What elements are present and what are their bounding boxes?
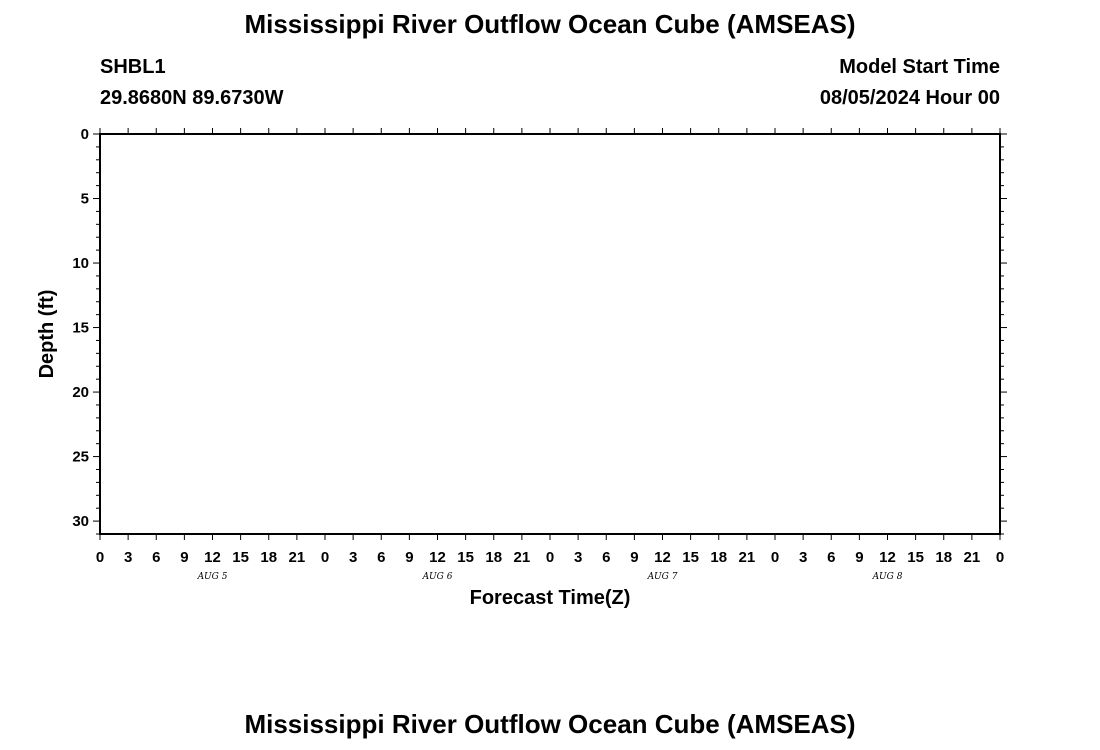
y-tick-label: 25 [72,448,89,466]
x-tick-label: 12 [879,549,896,566]
y-tick-label: 30 [72,513,89,531]
x-tick-label: 15 [907,549,924,566]
x-tick-label: 18 [935,549,953,566]
chart-title-top: Mississippi River Outflow Ocean Cube (AMSEAS) [244,9,856,39]
x-tick-label: 3 [348,549,358,566]
y-tick-label: 15 [72,319,89,337]
station-coordinates: 29.8680N 89.6730W [100,87,284,109]
y-axis-title: Depth (ft) [36,289,58,379]
x-tick-label: 12 [429,549,446,566]
x-tick-label: 9 [630,549,639,566]
x-tick-label: 21 [513,549,531,566]
x-day-label: AUG 6 [422,572,453,582]
x-tick-label: 21 [738,549,756,566]
x-tick-label: 0 [545,549,555,566]
x-tick-label: 0 [995,549,1005,566]
x-tick-label: 6 [377,549,386,566]
y-tick-label: 0 [80,126,89,143]
plot-area [100,134,1000,534]
x-tick-label: 0 [320,549,330,566]
y-tick-label: 10 [72,255,89,273]
y-tick-label: 5 [80,190,89,208]
x-tick-label: 15 [232,549,249,566]
x-tick-label: 9 [180,549,189,566]
x-tick-label: 3 [573,549,583,566]
x-tick-label: 12 [204,549,221,566]
x-tick-label: 6 [152,549,161,566]
x-axis-title: Forecast Time(Z) [469,587,631,609]
model-start-label: Model Start Time [839,56,1000,78]
x-tick-label: 21 [963,549,981,566]
x-tick-label: 12 [654,549,671,566]
x-tick-label: 18 [485,549,503,566]
x-day-label: AUG 5 [197,572,228,582]
x-tick-label: 18 [710,549,728,566]
x-tick-label: 0 [95,549,105,566]
x-tick-label: 6 [602,549,611,566]
x-tick-label: 15 [682,549,699,566]
station-id: SHBL1 [100,56,166,78]
x-tick-label: 18 [260,549,278,566]
x-day-label: AUG 7 [647,572,678,582]
x-tick-label: 0 [770,549,780,566]
y-tick-label: 20 [72,384,89,402]
chart-title-bottom: Mississippi River Outflow Ocean Cube (AMSEAS) [244,709,856,739]
x-tick-label: 21 [288,549,306,566]
x-day-label: AUG 8 [872,572,903,582]
x-tick-label: 3 [798,549,808,566]
model-start-time: 08/05/2024 Hour 00 [819,87,1000,109]
x-tick-label: 9 [405,549,414,566]
x-tick-label: 6 [827,549,836,566]
x-tick-label: 3 [123,549,133,566]
x-tick-label: 9 [855,549,864,566]
x-tick-label: 15 [457,549,474,566]
